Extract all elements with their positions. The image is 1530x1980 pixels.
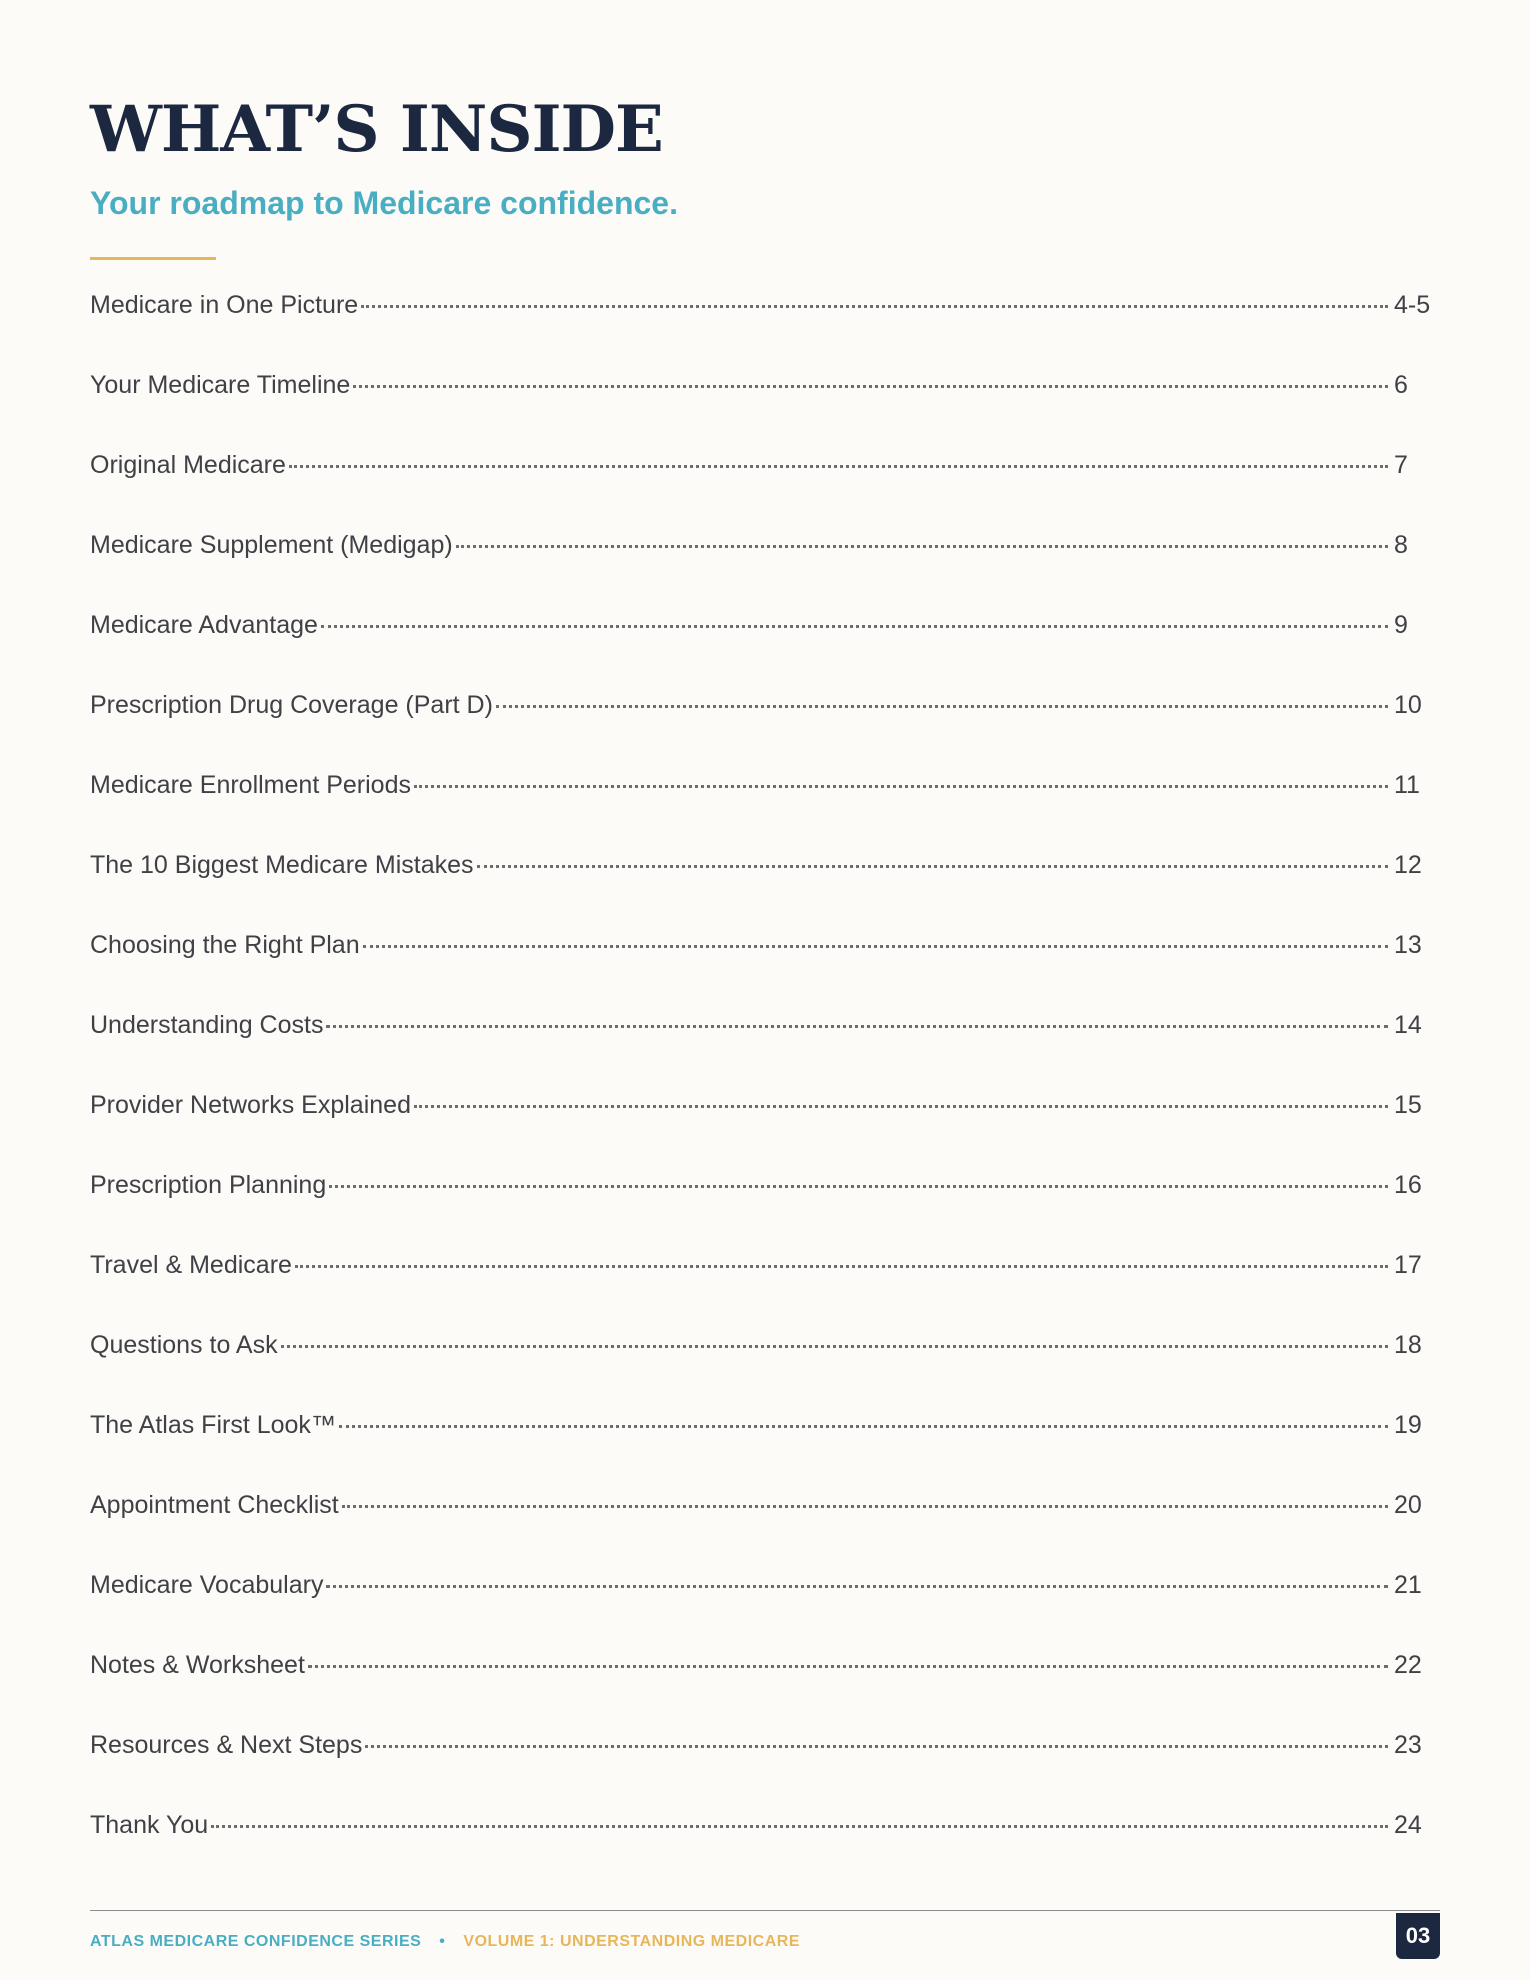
- toc-dot-leader: [308, 1665, 1388, 1668]
- toc-entry[interactable]: [90, 691, 1440, 771]
- toc-entry-page-number: 20: [1394, 1491, 1422, 1519]
- toc-entry[interactable]: [90, 1651, 1440, 1731]
- toc-entry[interactable]: [90, 1091, 1440, 1171]
- toc-entry[interactable]: [90, 1491, 1440, 1571]
- toc-entry[interactable]: [90, 291, 1440, 371]
- toc-dot-leader: [211, 1825, 1388, 1828]
- toc-entry-page-number: 4-5: [1394, 291, 1431, 319]
- toc-dot-leader: [414, 1105, 1388, 1108]
- toc-entry-label: Prescription Drug Coverage (Part D): [90, 691, 493, 719]
- toc-dot-leader: [295, 1265, 1388, 1268]
- toc-entry-label: Medicare Vocabulary: [90, 1571, 324, 1599]
- table-of-contents: [90, 291, 1440, 1891]
- toc-entry-page-number: 10: [1394, 691, 1422, 719]
- footer-divider: [90, 1910, 1440, 1911]
- toc-dot-leader: [289, 465, 1388, 468]
- toc-dot-leader: [342, 1505, 1388, 1508]
- toc-entry-label: Questions to Ask: [90, 1331, 278, 1359]
- toc-entry[interactable]: [90, 771, 1440, 851]
- toc-dot-leader: [361, 305, 1388, 308]
- toc-entry[interactable]: [90, 1251, 1440, 1331]
- document-page: [90, 0, 1440, 1980]
- toc-entry-label: Original Medicare: [90, 451, 286, 479]
- toc-dot-leader: [414, 785, 1388, 788]
- toc-entry-label: Provider Networks Explained: [90, 1091, 411, 1119]
- toc-entry-page-number: 16: [1394, 1171, 1422, 1199]
- toc-entry-page-number: 9: [1394, 611, 1408, 639]
- page-number-badge: 03: [1396, 1913, 1440, 1959]
- toc-dot-leader: [477, 865, 1388, 868]
- toc-dot-leader: [365, 1745, 1388, 1748]
- toc-dot-leader: [496, 705, 1388, 708]
- toc-entry-label: Prescription Planning: [90, 1171, 327, 1199]
- toc-entry-page-number: 11: [1394, 771, 1420, 799]
- toc-entry[interactable]: [90, 1731, 1440, 1811]
- toc-entry-page-number: 17: [1394, 1251, 1422, 1279]
- page-subtitle: Your roadmap to Medicare confidence.: [90, 185, 678, 221]
- toc-entry-page-number: 18: [1394, 1331, 1422, 1359]
- toc-entry-label: Medicare in One Picture: [90, 291, 359, 319]
- toc-entry-label: Notes & Worksheet: [90, 1651, 305, 1679]
- toc-entry[interactable]: [90, 1011, 1440, 1091]
- toc-entry-page-number: 6: [1394, 371, 1408, 399]
- toc-dot-leader: [363, 945, 1388, 948]
- toc-dot-leader: [326, 1025, 1388, 1028]
- footer: [90, 1934, 800, 1950]
- toc-entry-label: Understanding Costs: [90, 1011, 324, 1039]
- toc-entry[interactable]: [90, 851, 1440, 931]
- toc-entry-label: Resources & Next Steps: [90, 1731, 363, 1759]
- toc-entry[interactable]: [90, 531, 1440, 611]
- toc-entry-page-number: 8: [1394, 531, 1408, 559]
- toc-entry-label: The 10 Biggest Medicare Mistakes: [90, 851, 474, 879]
- toc-entry-label: The Atlas First Look™: [90, 1411, 336, 1439]
- toc-entry[interactable]: [90, 1411, 1440, 1491]
- toc-entry-label: Travel & Medicare: [90, 1251, 292, 1279]
- toc-entry-page-number: 14: [1394, 1011, 1422, 1039]
- toc-entry[interactable]: [90, 371, 1440, 451]
- toc-entry-page-number: 13: [1394, 931, 1422, 959]
- toc-entry-label: Medicare Advantage: [90, 611, 318, 639]
- toc-entry[interactable]: [90, 611, 1440, 691]
- toc-entry-page-number: 7: [1394, 451, 1408, 479]
- toc-dot-leader: [339, 1425, 1388, 1428]
- toc-entry-page-number: 24: [1394, 1811, 1422, 1839]
- toc-entry-label: Appointment Checklist: [90, 1491, 339, 1519]
- footer-separator: •: [439, 1933, 446, 1950]
- toc-entry-label: Your Medicare Timeline: [90, 371, 351, 399]
- toc-dot-leader: [353, 385, 1388, 388]
- toc-entry[interactable]: [90, 1171, 1440, 1251]
- toc-entry[interactable]: [90, 451, 1440, 531]
- footer-series-name: ATLAS MEDICARE CONFIDENCE SERIES: [90, 1933, 422, 1950]
- toc-entry-page-number: 19: [1394, 1411, 1422, 1439]
- toc-entry-page-number: 15: [1394, 1091, 1422, 1119]
- accent-divider: [90, 257, 216, 260]
- toc-entry[interactable]: [90, 1571, 1440, 1651]
- footer-volume-name: VOLUME 1: UNDERSTANDING MEDICARE: [463, 1933, 800, 1950]
- toc-entry-label: Thank You: [90, 1811, 209, 1839]
- toc-entry-page-number: 22: [1394, 1651, 1422, 1679]
- toc-entry[interactable]: [90, 1811, 1440, 1891]
- toc-entry-label: Choosing the Right Plan: [90, 931, 360, 959]
- toc-dot-leader: [281, 1345, 1388, 1348]
- toc-entry-label: Medicare Enrollment Periods: [90, 771, 411, 799]
- toc-dot-leader: [329, 1185, 1388, 1188]
- toc-entry-page-number: 21: [1394, 1571, 1422, 1599]
- toc-dot-leader: [321, 625, 1388, 628]
- toc-entry[interactable]: [90, 1331, 1440, 1411]
- toc-entry-label: Medicare Supplement (Medigap): [90, 531, 453, 559]
- page-title: WHAT’S INSIDE: [90, 92, 663, 167]
- toc-entry-page-number: 23: [1394, 1731, 1422, 1759]
- toc-dot-leader: [326, 1585, 1388, 1588]
- toc-dot-leader: [456, 545, 1388, 548]
- toc-entry-page-number: 12: [1394, 851, 1422, 879]
- toc-entry[interactable]: [90, 931, 1440, 1011]
